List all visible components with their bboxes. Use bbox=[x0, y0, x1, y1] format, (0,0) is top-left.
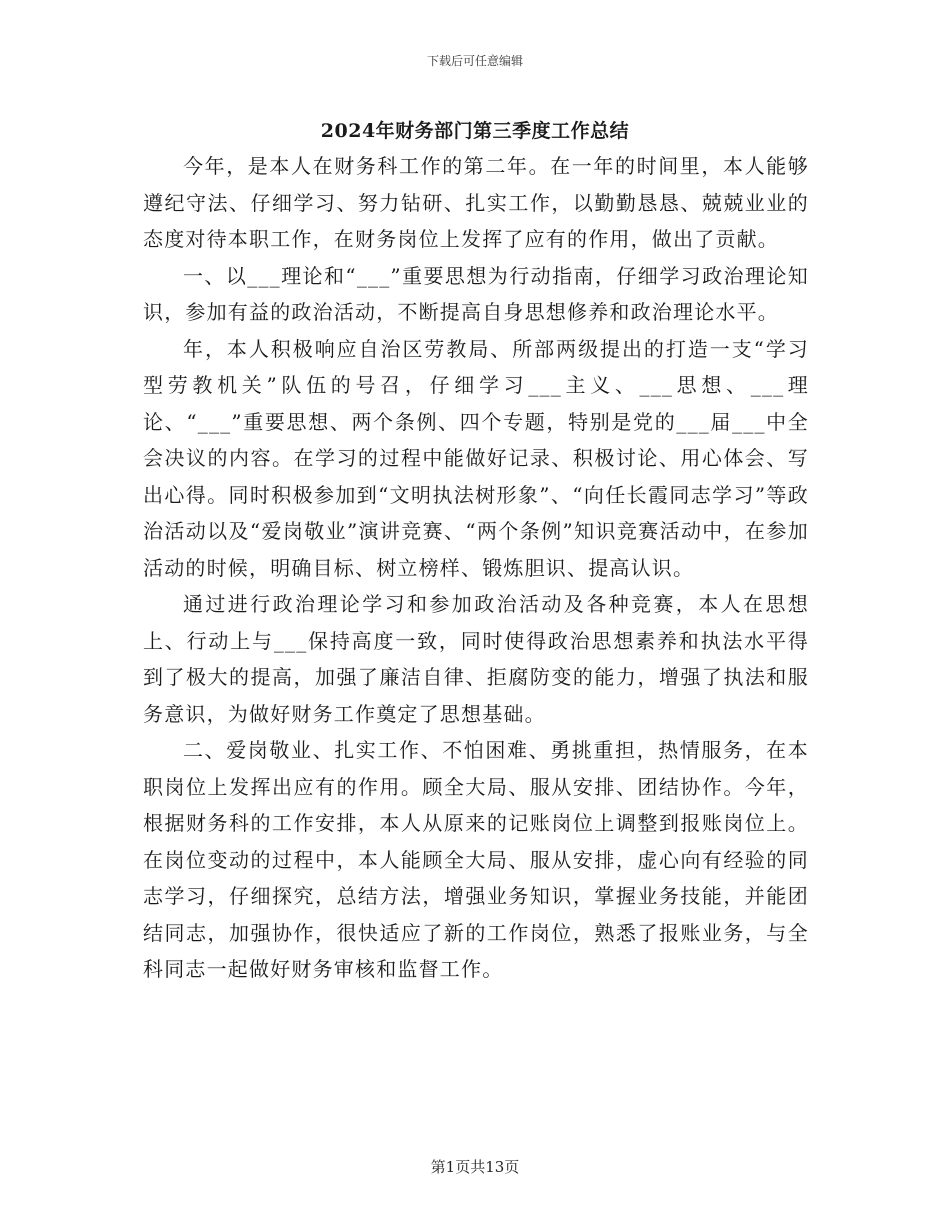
document-body bbox=[143, 148, 809, 988]
paragraph: 今年，是本人在财务科工作的第二年。在一年的时间里，本人能够遵纪守法、仔细学习、努力钻研、扎实工作，以勤勤恳恳、兢兢业业的态度对待本职工作，在财务岗位上发挥了应有的作用，做出了贡献。 bbox=[143, 154, 809, 251]
paragraph: 通过进行政治理论学习和参加政治活动及各种竞赛，本人在思想上、行动上与___保持高度一致，同时使得政治思想素养和执法水平得到了极大的提高，加强了廉洁自律、拒腐防变的能力，增强了执法和服务意识，为做好财务工作奠定了思想基础。 bbox=[143, 592, 809, 726]
paragraph: 一、以___理论和“___”重要思想为行动指南，仔细学习政治理论知识，参加有益的政治活动，不断提高自身思想修养和政治理论水平。 bbox=[143, 263, 809, 324]
document-title: 2024年财务部门第三季度工作总结 bbox=[320, 120, 630, 142]
paragraph: 二、爱岗敬业、扎实工作、不怕困难、勇挑重担，热情服务，在本职岗位上发挥出应有的作用。顾全大局、服从安排、团结协作。今年，根据财务科的工作安排，本人从原来的记账岗位上调整到报账岗位上。在岗位变动的过程中，本人能顾全大局、服从安排，虚心向有经验的同志学习，仔细探究，总结方法，增强业务知识，掌握业务技能，并能团结同志，加强协作，很快适应了新的工作岗位，熟悉了报账业务，与全科同志一起做好财务审核和监督工作。 bbox=[143, 738, 809, 981]
page-number: 第1页共13页 bbox=[430, 1158, 520, 1176]
paragraph: 年，本人积极响应自治区劳教局、所部两级提出的打造一支“学习型劳教机关”队伍的号召，仔细学习___主义、___思想、___理论、“___”重要思想、两个条例、四个专题，特别是党的___届___中全会决议的内容。在学习的过程中能做好记录、积极讨论、用心体会、写出心得。同时积极参加到“文明执法树形象”、“向任长霞同志学习”等政治活动以及“爱岗敬业”演讲竞赛、“两个条例”知识竞赛活动中，在参加活动的时候，明确目标、树立榜样、锻炼胆识、提高认识。 bbox=[143, 336, 809, 580]
page-header-note: 下载后可任意编辑 bbox=[426, 54, 523, 68]
